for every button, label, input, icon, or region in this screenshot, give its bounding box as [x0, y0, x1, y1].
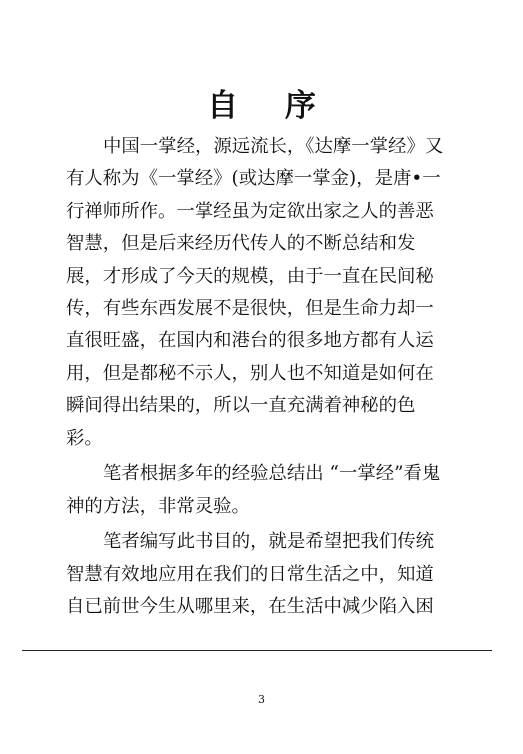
paragraph-1: 中国一掌经，源远流长，《达摩一掌经》又有人称为《一掌经》(或达摩一掌金)，是唐•一行禅师所作。一掌经虽为定欲出家之人的善恶智慧，但是后来经历代传人的不断总结和发展，才形成了今天的规模，由于一直在民间秘传，有些东西发展不是很快，但是生命力却一直很旺盛，在国内和港台的很多地方都有人运用，但是都秘不示人，别人也不知道是如何在瞬间得出结果的，所以一直充满着神秘的色彩。	[66, 136, 444, 449]
preface-body	[66, 131, 444, 623]
page-number: 3	[258, 693, 265, 706]
page-title: 自 序	[207, 88, 334, 124]
paragraph-2: 笔者根据多年的经验总结出 “一掌经”看鬼神的方法，非常灵验。	[66, 463, 441, 517]
paragraph-3: 笔者编写此书目的，就是希望把我们传统智慧有效地应用在我们的日常生活之中，知道自已前世今生从哪里来，在生活中减少陷入困	[66, 531, 435, 618]
page-divider-line	[22, 650, 492, 651]
